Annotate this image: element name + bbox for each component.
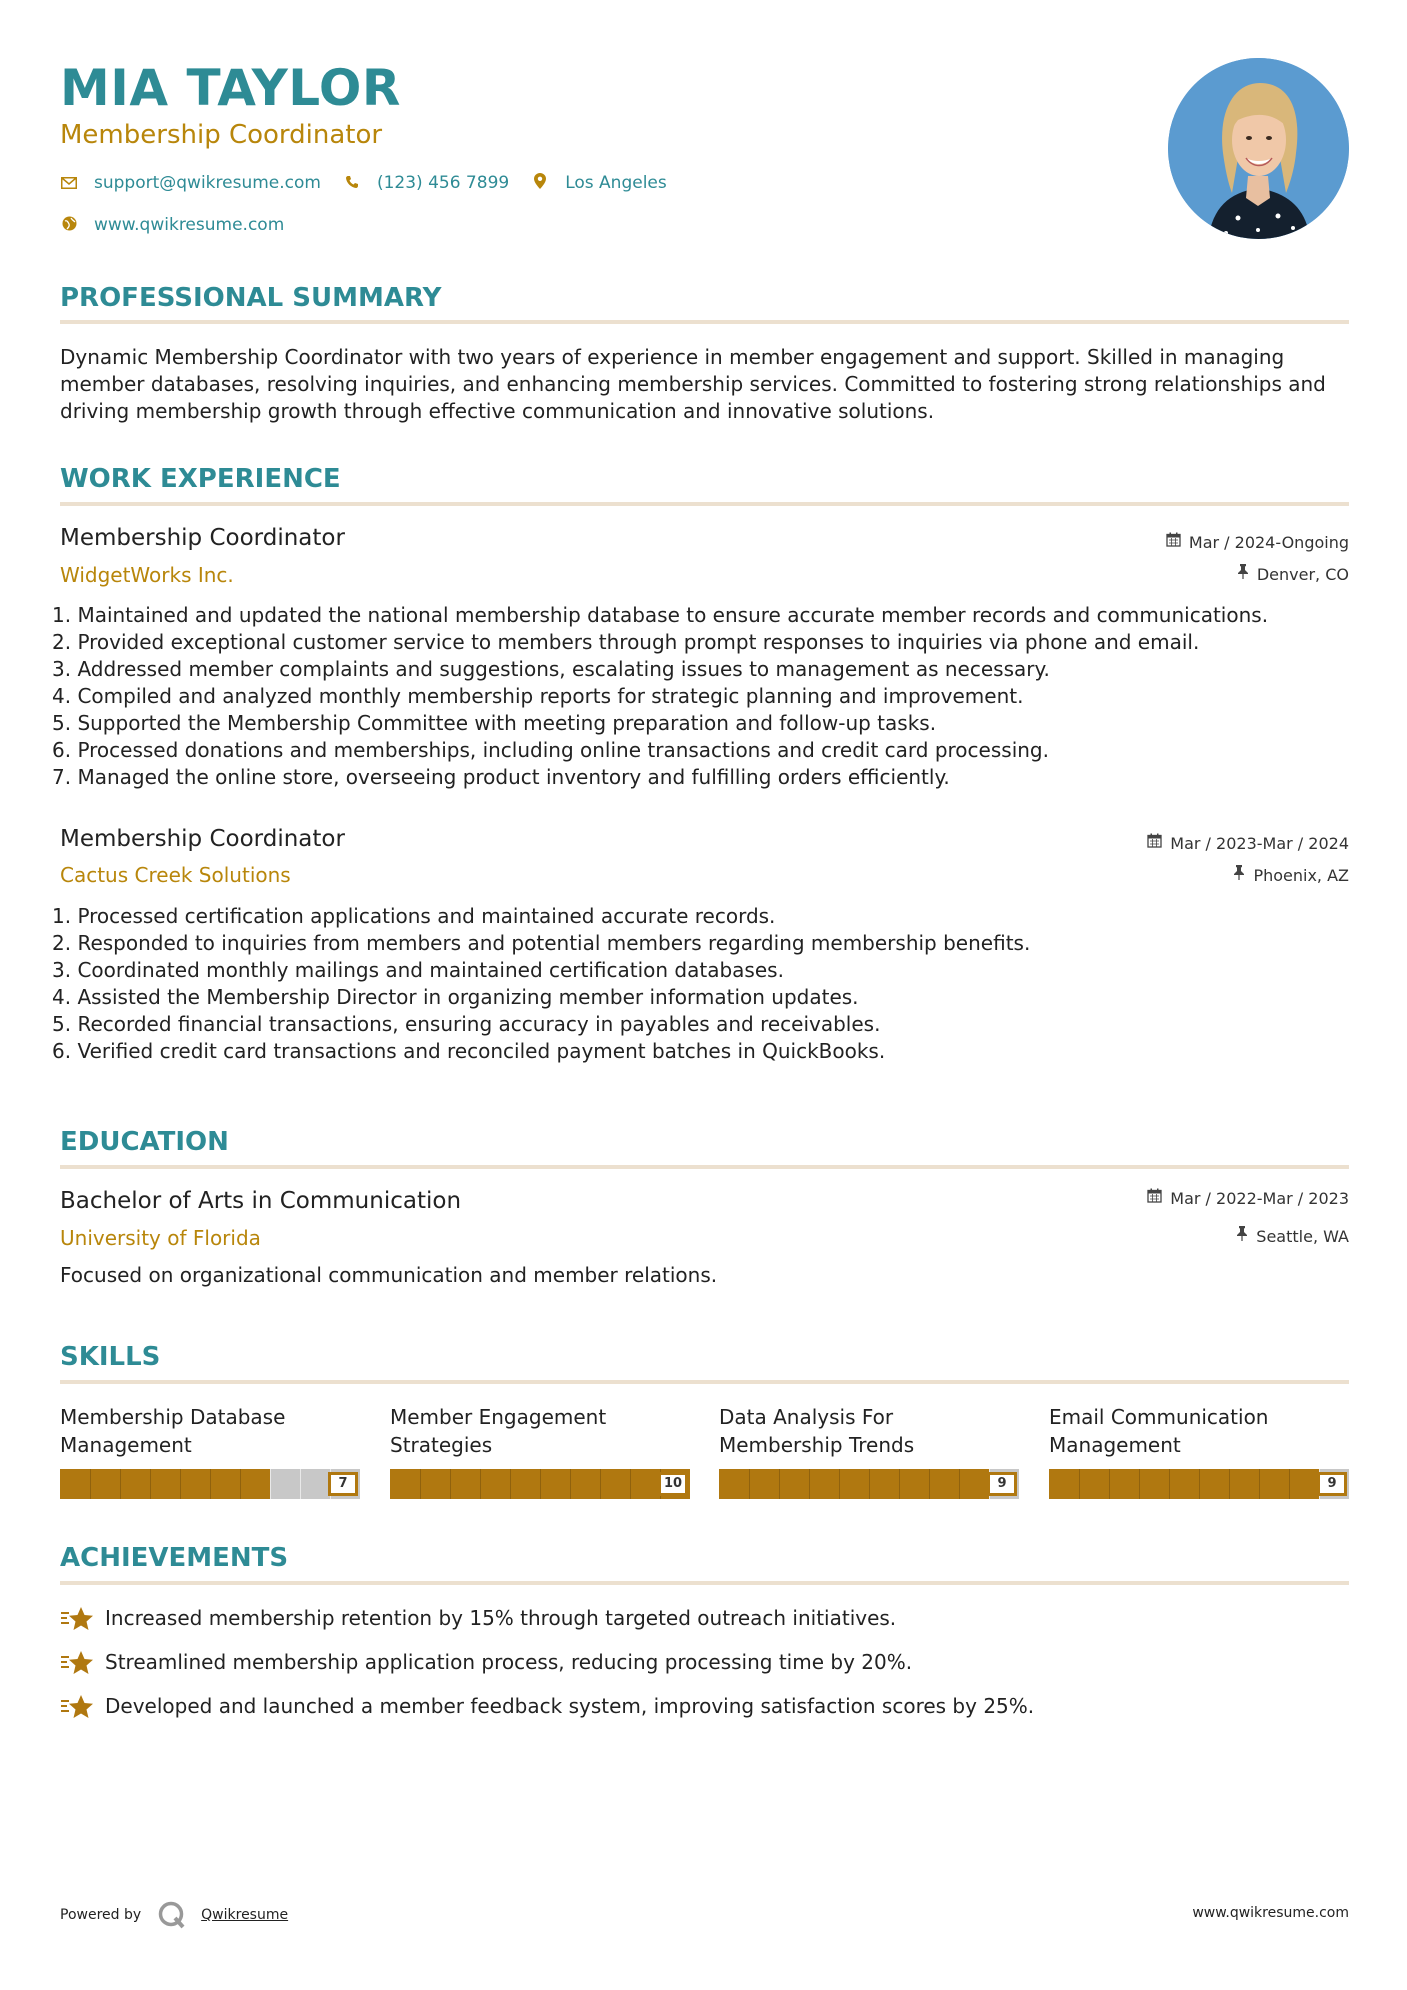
- achievement-text: Streamlined membership application process, reducing processing time by 20%.: [105, 1650, 913, 1674]
- list-item: 5. Supported the Membership Committee with meeting preparation and follow-up tasks.: [52, 711, 937, 735]
- job-dates: [1166, 532, 1349, 554]
- job-location-text: Denver, CO: [1256, 565, 1349, 584]
- job-responsibilities: [52, 903, 1352, 1065]
- skill-level-badge: 10: [658, 1472, 688, 1496]
- globe-icon: [60, 216, 78, 235]
- skill-segment-divider: [270, 1469, 271, 1499]
- skill-item: [60, 1403, 360, 1499]
- skill-level-badge: 9: [987, 1472, 1017, 1496]
- education-location: [1236, 1226, 1349, 1248]
- skill-segment-divider: [600, 1469, 601, 1499]
- profile-photo: [1168, 58, 1349, 239]
- qwikresume-logo-icon: [157, 1900, 187, 1930]
- skill-item: [719, 1403, 1019, 1499]
- education-description: Focused on organizational communication and member relations.: [60, 1263, 718, 1287]
- list-item: 4. Assisted the Membership Director in organizing member information updates.: [52, 985, 859, 1009]
- skill-segment-divider: [929, 1469, 930, 1499]
- degree-title: Bachelor of Arts in Communication: [60, 1188, 462, 1214]
- job-location: [1233, 865, 1349, 887]
- skill-level-bar: [390, 1469, 690, 1499]
- location-text: Los Angeles: [565, 173, 667, 193]
- skill-name: Data Analysis For Membership Trends: [719, 1405, 915, 1457]
- section-divider: [60, 1165, 1349, 1169]
- company-name: WidgetWorks Inc.: [60, 563, 234, 587]
- skill-segment-divider: [869, 1469, 870, 1499]
- star-icon: [60, 1606, 94, 1632]
- skill-segment-divider: [240, 1469, 241, 1499]
- skill-segment-divider: [420, 1469, 421, 1499]
- skill-segment-divider: [150, 1469, 151, 1499]
- footer-website[interactable]: www.qwikresume.com: [1192, 1905, 1349, 1921]
- skill-segment-divider: [450, 1469, 451, 1499]
- job-dates-text: Mar / 2024-Ongoing: [1188, 533, 1349, 552]
- list-item: 6. Processed donations and memberships, including online transactions and credit card processing.: [52, 738, 1049, 762]
- skill-level-bar: [719, 1469, 1019, 1499]
- list-item: 3. Addressed member complaints and suggestions, escalating issues to management as necessary.: [52, 657, 1050, 681]
- skill-segment-divider: [630, 1469, 631, 1499]
- pushpin-icon: [1236, 1226, 1248, 1248]
- school-name: University of Florida: [60, 1226, 261, 1250]
- skill-level-bar: [1049, 1469, 1349, 1499]
- calendar-icon: [1147, 833, 1162, 855]
- website-link[interactable]: www.qwikresume.com: [94, 215, 285, 235]
- list-item: 1. Maintained and updated the national membership database to ensure accurate member records and communications.: [52, 603, 1269, 627]
- skill-segment-divider: [779, 1469, 780, 1499]
- achievement-item: [60, 1693, 1034, 1720]
- list-item: 7. Managed the online store, overseeing product inventory and fulfilling orders efficiently.: [52, 765, 950, 789]
- skill-segment-divider: [809, 1469, 810, 1499]
- skill-segment-divider: [899, 1469, 900, 1499]
- company-name: Cactus Creek Solutions: [60, 863, 291, 887]
- job-responsibilities: [52, 602, 1352, 791]
- skill-segment-divider: [90, 1469, 91, 1499]
- pushpin-icon: [1237, 564, 1249, 586]
- skill-segment-divider: [120, 1469, 121, 1499]
- skill-level-bar: [60, 1469, 360, 1499]
- powered-by-label: Powered by: [60, 1907, 142, 1923]
- education-dates: [1147, 1188, 1349, 1210]
- envelope-icon: [60, 174, 78, 193]
- skill-segment-divider: [1289, 1469, 1290, 1499]
- skill-level-badge: 9: [1317, 1472, 1347, 1496]
- list-item: 3. Coordinated monthly mailings and maintained certification databases.: [52, 958, 784, 982]
- list-item: 2. Responded to inquiries from members and potential members regarding membership benefits.: [52, 931, 1031, 955]
- pushpin-icon: [1233, 865, 1245, 887]
- list-item: 5. Recorded financial transactions, ensuring accuracy in payables and receivables.: [52, 1012, 881, 1036]
- skill-segment-divider: [959, 1469, 960, 1499]
- job-title: Membership Coordinator: [60, 826, 345, 852]
- summary-text: Dynamic Membership Coordinator with two years of experience in member engagement and support. Skilled in managing member databases, resolving inquiries, and enhancing membership services. Committed to fostering strong relationships and driving membership growth through effective communication and innovative solutions.: [60, 345, 1326, 423]
- calendar-icon: [1166, 532, 1181, 554]
- list-item: 4. Compiled and analyzed monthly membership reports for strategic planning and improvement.: [52, 684, 1024, 708]
- achievement-item: [60, 1649, 912, 1676]
- map-pin-icon: [531, 173, 549, 193]
- skill-segment-divider: [180, 1469, 181, 1499]
- skill-segment-divider: [1109, 1469, 1110, 1499]
- list-item: 1. Processed certification applications and maintained accurate records.: [52, 904, 776, 928]
- job-dates: [1147, 833, 1349, 855]
- qwikresume-link[interactable]: Qwikresume: [201, 1907, 289, 1923]
- section-divider: [60, 1581, 1349, 1585]
- skill-segment-divider: [570, 1469, 571, 1499]
- skills-heading: SKILLS: [60, 1342, 161, 1372]
- skill-segment-divider: [510, 1469, 511, 1499]
- skill-segment-divider: [749, 1469, 750, 1499]
- skill-name: Member Engagement Strategies: [390, 1405, 607, 1457]
- skill-level-fill: [719, 1469, 989, 1499]
- job-location-text: Phoenix, AZ: [1253, 866, 1349, 885]
- skill-level-badge: 7: [328, 1472, 358, 1496]
- list-item: 6. Verified credit card transactions and reconciled payment batches in QuickBooks.: [52, 1039, 886, 1063]
- skill-item: [390, 1403, 690, 1499]
- skill-segment-divider: [839, 1469, 840, 1499]
- education-location-text: Seattle, WA: [1256, 1227, 1349, 1246]
- section-divider: [60, 320, 1349, 324]
- skill-segment-divider: [300, 1469, 301, 1499]
- skill-level-fill: [60, 1469, 270, 1499]
- calendar-icon: [1147, 1188, 1162, 1210]
- footer-powered-by: [60, 1900, 288, 1930]
- job-location: [1237, 564, 1349, 586]
- skill-item: [1049, 1403, 1349, 1499]
- section-divider: [60, 1380, 1349, 1384]
- skill-segment-divider: [1199, 1469, 1200, 1499]
- job-dates-text: Mar / 2023-Mar / 2024: [1170, 834, 1349, 853]
- skill-level-fill: [1049, 1469, 1319, 1499]
- website-row: [60, 215, 306, 235]
- skill-segment-divider: [210, 1469, 211, 1499]
- phone-number[interactable]: (123) 456 7899: [376, 173, 510, 193]
- skill-segment-divider: [480, 1469, 481, 1499]
- skill-segment-divider: [1229, 1469, 1230, 1499]
- achievements-heading: ACHIEVEMENTS: [60, 1543, 289, 1573]
- education-dates-text: Mar / 2022-Mar / 2023: [1170, 1189, 1349, 1208]
- candidate-title: Membership Coordinator: [60, 120, 383, 150]
- achievement-text: Increased membership retention by 15% through targeted outreach initiatives.: [105, 1606, 897, 1630]
- education-heading: EDUCATION: [60, 1127, 229, 1157]
- summary-heading: PROFESSIONAL SUMMARY: [60, 283, 442, 313]
- email-link[interactable]: support@qwikresume.com: [94, 173, 321, 193]
- skill-segment-divider: [1079, 1469, 1080, 1499]
- contact-row: [60, 173, 689, 193]
- section-divider: [60, 502, 1349, 506]
- skill-name: Email Communication Management: [1049, 1405, 1269, 1457]
- star-icon: [60, 1650, 94, 1676]
- job-title: Membership Coordinator: [60, 525, 345, 551]
- list-item: 2. Provided exceptional customer service to members through prompt responses to inquiries via phone and email.: [52, 630, 1200, 654]
- skill-name: Membership Database Management: [60, 1405, 286, 1457]
- candidate-name: MIA TAYLOR: [60, 59, 401, 117]
- achievement-text: Developed and launched a member feedback system, improving satisfaction scores by 25%.: [105, 1694, 1035, 1718]
- phone-icon: [343, 174, 361, 193]
- achievement-item: [60, 1605, 896, 1632]
- experience-heading: WORK EXPERIENCE: [60, 464, 341, 494]
- skill-segment-divider: [1169, 1469, 1170, 1499]
- skill-segment-divider: [540, 1469, 541, 1499]
- star-icon: [60, 1694, 94, 1720]
- skill-segment-divider: [1259, 1469, 1260, 1499]
- skill-segment-divider: [1139, 1469, 1140, 1499]
